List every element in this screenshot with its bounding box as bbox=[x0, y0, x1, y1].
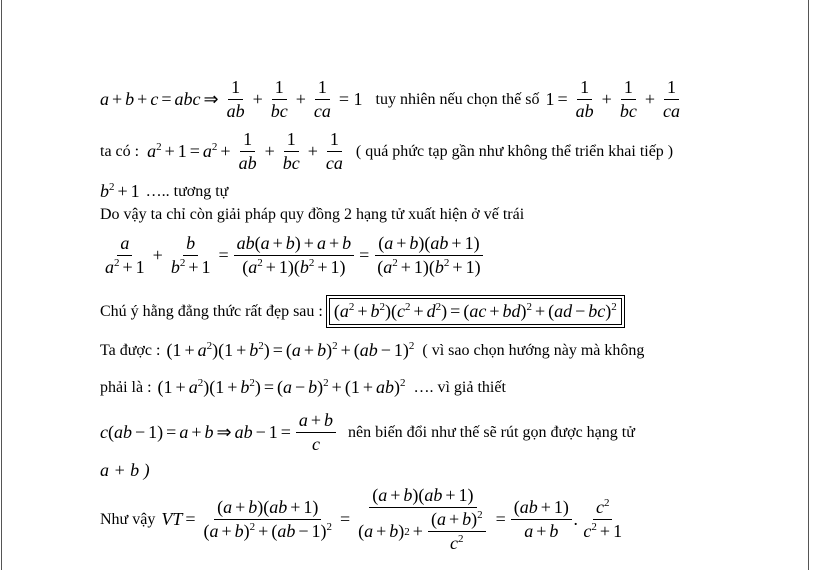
line-11-label: Như vậy bbox=[100, 510, 156, 528]
equation-line-6 bbox=[100, 298, 622, 325]
line-1-text: tuy nhiên nếu chọn thế số bbox=[375, 90, 540, 108]
line-2-text: ( quá phức tạp gần như không thể triển khai tiếp ) bbox=[355, 142, 674, 160]
line-10-text: a + b ) bbox=[100, 460, 150, 480]
equation-line-5: $\frac{a}{a^2 + 1}$ + $\frac{b}{b^2 + 1}$ = $\frac{ab(a + b) + a + b}{(a^2 + 1)(b^2 + 1)}$ = $\frac{(a + b)(ab + 1)}{(a^2 + 1)(b^2 + 1)}$ bbox=[105, 233, 481, 277]
line-3-text: ….. tương tự bbox=[145, 182, 229, 200]
equation-line-9: c(ab − 1) = a + b ⇒ ab − 1 = $\frac{a + b}{c}$ nên biến đổi như thế sẽ rút gọn được hạng tử bbox=[100, 410, 635, 454]
line-9-text: nên biến đổi như thế sẽ rút gọn được hạng tử bbox=[348, 423, 635, 441]
line-7-text: ( vì sao chọn hướng này mà không bbox=[422, 341, 645, 359]
equation-line-10 bbox=[100, 460, 150, 481]
equation-line-1: a + b + c = abc ⇒ $\frac{1}{ab}$ + $\frac{1}{bc}$ + $\frac{1}{ca}$ = 1 tuy nhiên nếu chọn thế số 1 = $\frac{1}{ab}$ + $\frac{1}{bc}$ + $\frac{1}{ca}$ bbox=[100, 77, 680, 121]
line-7-label: Ta được : bbox=[100, 341, 161, 359]
line-2-label: ta có : bbox=[100, 142, 140, 160]
line-4-text: Do vậy ta chỉ còn giải pháp quy đồng 2 hạng tử xuất hiện ở vế trái bbox=[100, 206, 525, 223]
equation-line-4 bbox=[100, 206, 524, 224]
equation-line-3: $b^2 + 1$ ….. tương tự bbox=[100, 181, 229, 201]
equation-line-11: Như vậy VT = $\frac{(a + b)(ab + 1)}{(a + b)^2 + (ab - 1)^2}$ = (a + b)(ab + 1) ( a + b ) 2 + $\frac{(a + b)^2}{c^2}$ = $\frac{(ab + 1)}{a + b}$ . $\frac{c^2}{c^2 + 1}$ bbox=[100, 485, 623, 553]
line-6-text: Chú ý hằng đẳng thức rất đẹp sau : bbox=[100, 302, 323, 320]
line-8-label: phải là : bbox=[100, 378, 152, 396]
equation-line-8: phải là : $(1 + a^2)(1 + b^2) = (a - b)^2 + (1 + ab)^2$ …. vì giả thiết bbox=[100, 377, 506, 397]
highlighted-identity: $(a^2 + b^2)(c^2 + d^2) = (ac + bd)^2 + (ad - bc)^2$ bbox=[329, 298, 622, 325]
equation-line-7: Ta được : $(1 + a^2)(1 + b^2) = (a + b)^2 + (ab - 1)^2$ ( vì sao chọn hướng này mà không bbox=[100, 340, 645, 360]
line-8-text: …. vì giả thiết bbox=[413, 378, 506, 396]
equation-line-2: ta có : $a^2 + 1 = a^2$ + $\frac{1}{ab}$ + $\frac{1}{bc}$ + $\frac{1}{ca}$ ( quá phức tạp gần như không thể triển khai tiếp ) bbox=[100, 129, 674, 173]
